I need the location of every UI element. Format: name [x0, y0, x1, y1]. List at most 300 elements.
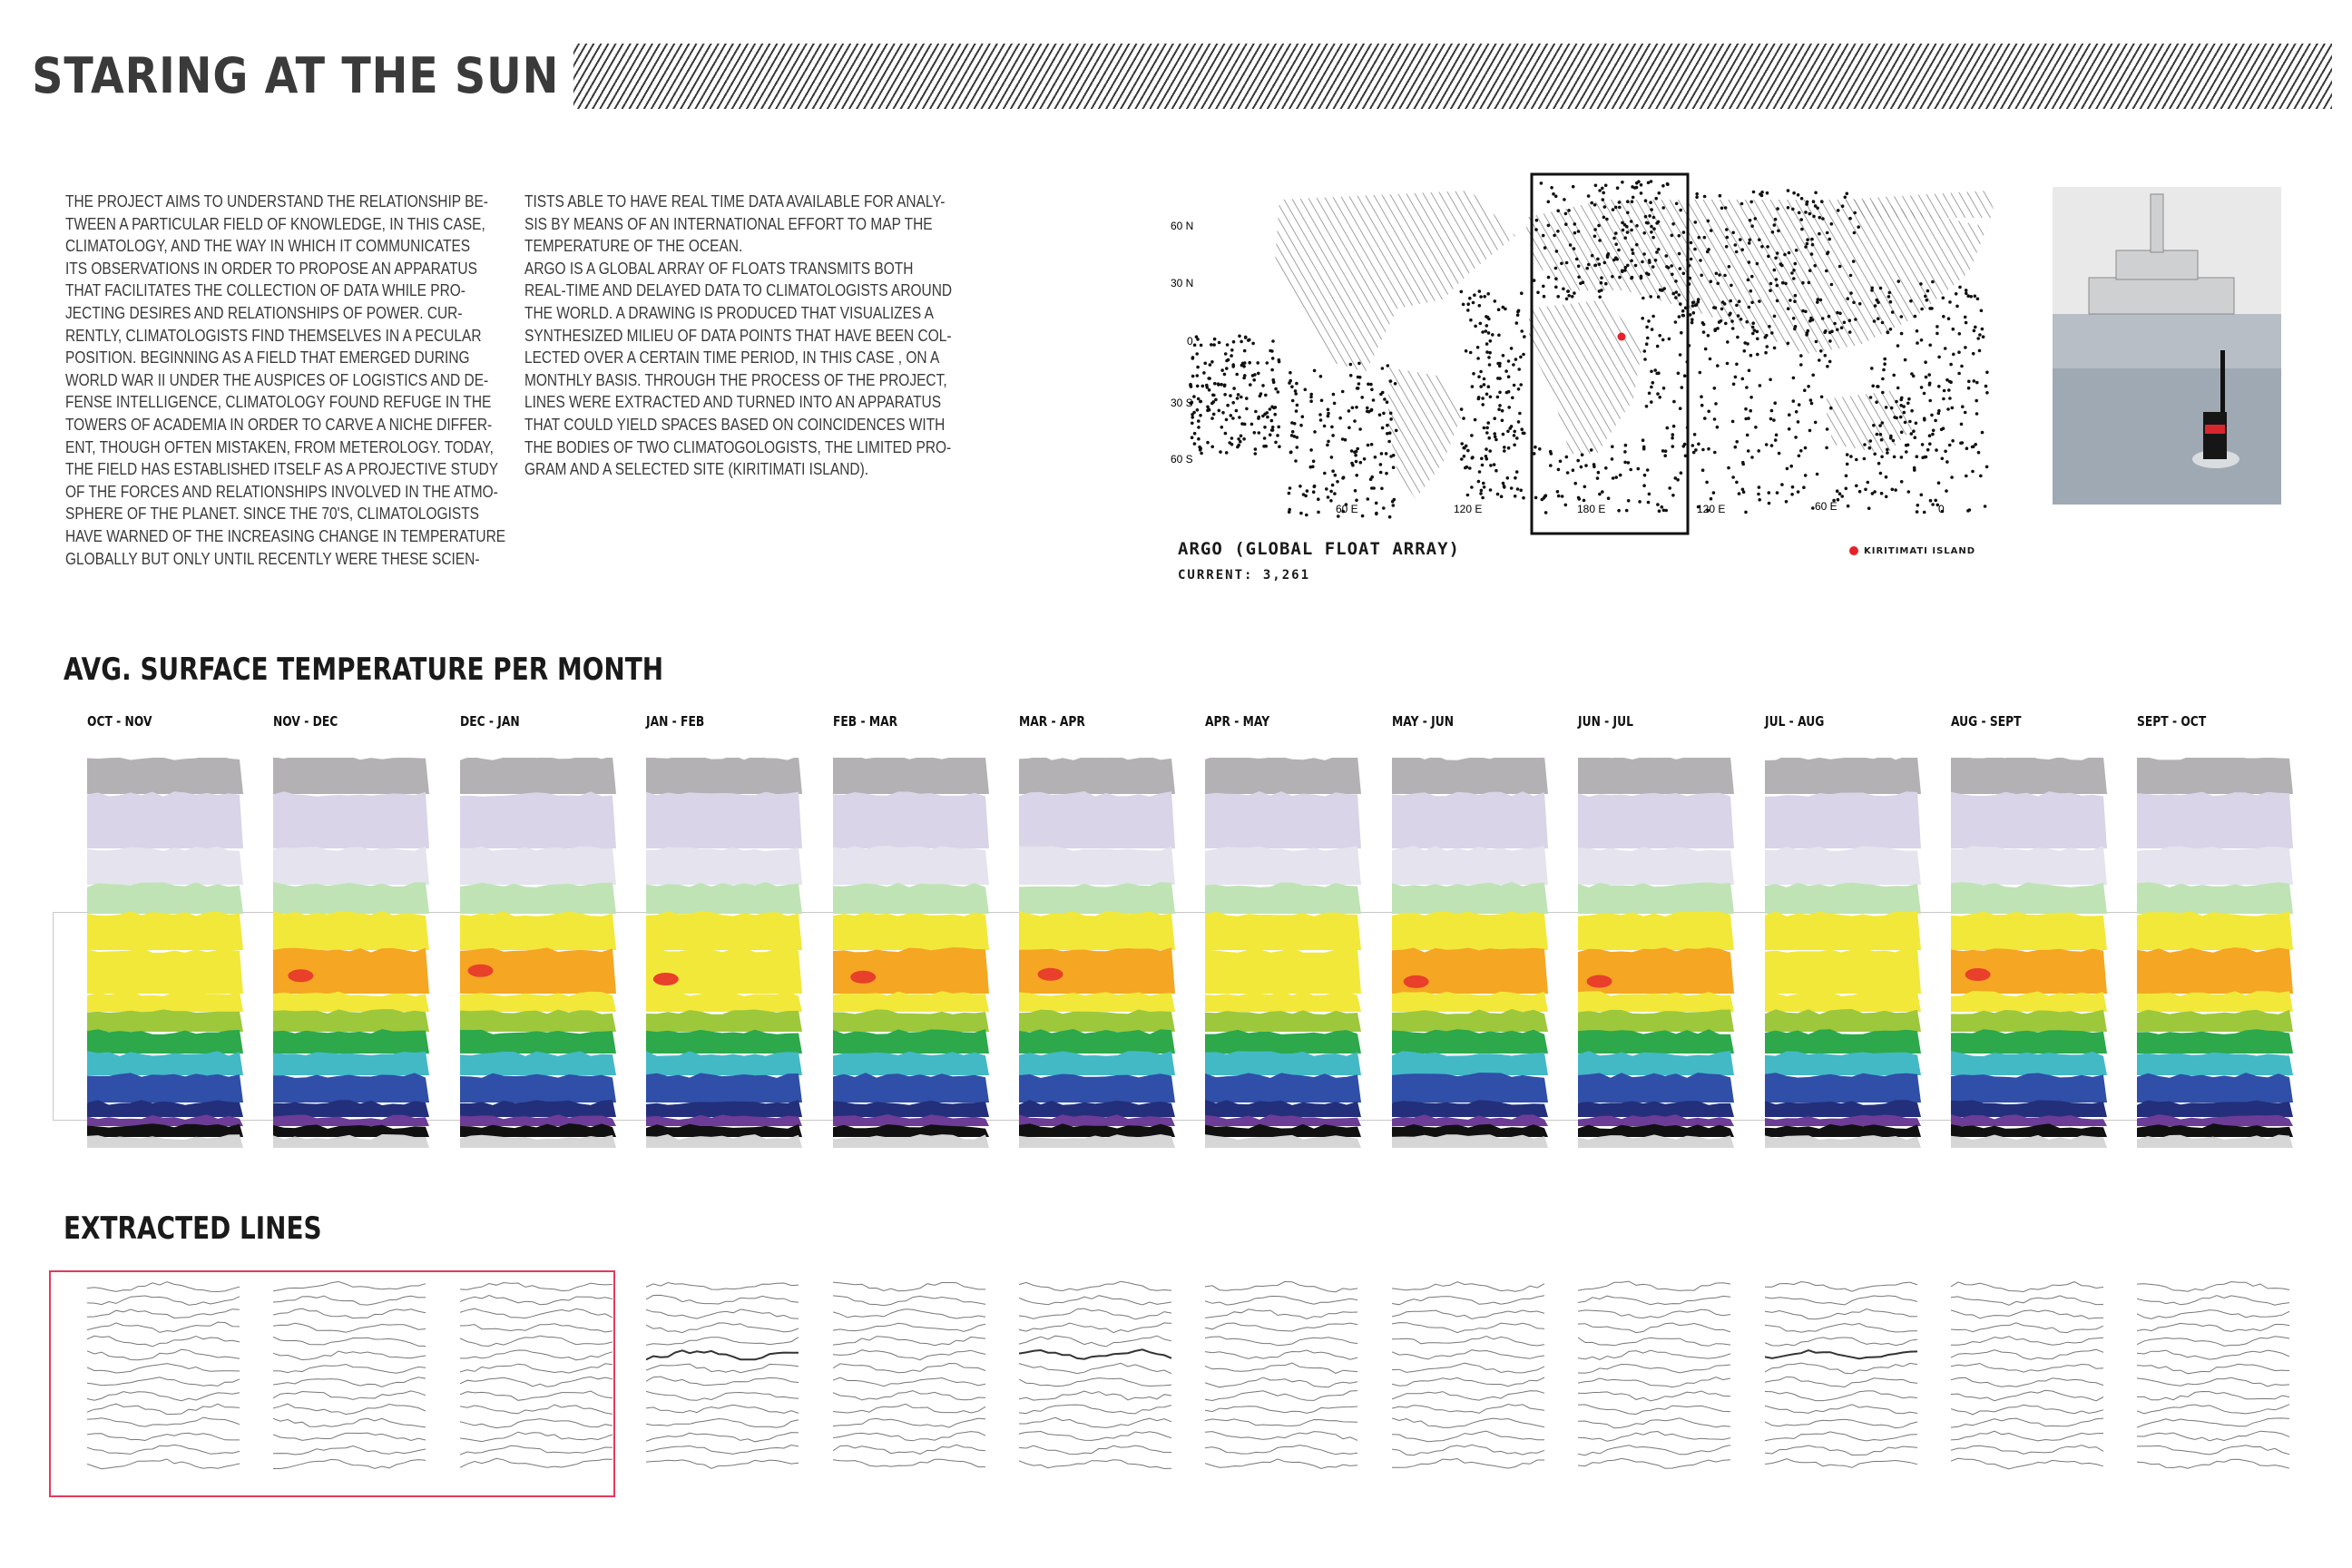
float-dot	[1479, 295, 1483, 299]
float-dot	[1977, 451, 1981, 455]
contour-line	[1951, 1349, 2103, 1359]
float-dot	[1370, 408, 1374, 412]
float-dot	[1274, 387, 1278, 391]
float-dot	[1936, 325, 1939, 328]
float-dot	[1928, 383, 1932, 387]
float-dot	[1191, 375, 1195, 378]
float-dot	[1751, 321, 1755, 325]
float-dot	[1658, 334, 1661, 338]
contour-line	[1205, 1419, 1357, 1426]
float-dot	[1627, 461, 1631, 465]
float-dot	[1820, 396, 1824, 399]
float-dot	[1985, 391, 1989, 395]
float-dot	[1648, 214, 1651, 218]
float-dot	[1818, 358, 1821, 362]
float-dot	[1507, 375, 1511, 378]
float-dot	[1309, 448, 1313, 452]
float-dot	[1878, 424, 1882, 427]
float-dot	[1596, 476, 1600, 480]
float-dot	[1333, 492, 1337, 495]
temperature-band	[1578, 883, 1734, 915]
float-dot	[1223, 385, 1227, 388]
float-dot	[1794, 294, 1798, 298]
month-label: MAR - APR	[1019, 713, 1085, 730]
contour-line	[87, 1392, 240, 1401]
float-dot	[1951, 439, 1955, 443]
float-dot	[1776, 207, 1779, 211]
float-dot	[1652, 216, 1656, 220]
float-dot	[1618, 276, 1622, 279]
float-dot	[1692, 451, 1696, 455]
float-dot	[1556, 230, 1560, 233]
float-dot	[1745, 320, 1749, 324]
temperature-band	[87, 1009, 243, 1032]
float-dot	[1349, 363, 1353, 367]
float-dot	[1806, 242, 1809, 246]
float-dot	[1614, 242, 1618, 246]
float-dot	[1981, 431, 1984, 435]
temperature-panel	[646, 758, 802, 1148]
float-dot	[1967, 380, 1971, 384]
float-dot	[1208, 377, 1211, 380]
float-dot	[1778, 452, 1781, 456]
float-dot	[1785, 500, 1788, 504]
float-dot	[1744, 407, 1748, 411]
float-dot	[1974, 295, 1977, 299]
float-dot	[1542, 285, 1545, 289]
float-dot	[1735, 304, 1739, 308]
float-dot	[1487, 436, 1491, 440]
float-dot	[1242, 377, 1246, 380]
float-dot	[1716, 282, 1720, 286]
float-dot	[1729, 299, 1732, 303]
contour-line	[273, 1308, 426, 1318]
float-dot	[1572, 468, 1575, 472]
float-dot	[1493, 416, 1496, 420]
contour-line	[1951, 1310, 2103, 1318]
float-dot	[1218, 409, 1221, 413]
float-dot	[1191, 436, 1194, 439]
float-dot	[1662, 387, 1666, 390]
float-dot	[1716, 364, 1720, 368]
contour-line	[1019, 1308, 1171, 1319]
float-dot	[1891, 488, 1895, 492]
float-dot	[1701, 321, 1705, 325]
float-dot	[1791, 485, 1795, 489]
float-dot	[1900, 456, 1904, 459]
float-dot	[1833, 322, 1837, 326]
float-dot	[1847, 505, 1850, 508]
float-dot	[1598, 239, 1602, 242]
float-dot	[1758, 485, 1761, 489]
contour-line	[1019, 1446, 1171, 1455]
float-dot	[1656, 392, 1660, 396]
temperature-band	[273, 1073, 429, 1103]
temperature-band	[1951, 1029, 2107, 1054]
extracted-lines-panel	[1019, 1279, 1175, 1486]
float-dot	[1471, 385, 1475, 388]
float-dot	[1804, 446, 1808, 450]
float-dot	[1774, 257, 1778, 260]
float-dot	[1982, 335, 1985, 338]
float-dot	[1510, 486, 1514, 490]
float-dot	[1481, 496, 1485, 500]
temperature-band	[1951, 791, 2107, 848]
float-dot	[1767, 255, 1770, 259]
float-dot	[1214, 398, 1218, 402]
contour-line	[1578, 1418, 1730, 1428]
temperature-band	[1951, 1073, 2107, 1103]
float-dot	[1479, 370, 1483, 374]
temperature-band	[1205, 1100, 1361, 1117]
float-dot	[1630, 220, 1633, 223]
float-dot	[1606, 254, 1610, 258]
float-dot	[1632, 196, 1635, 200]
float-dot	[1816, 473, 1819, 476]
float-dot	[1593, 228, 1597, 231]
float-dot	[1784, 282, 1788, 286]
float-dot	[1651, 265, 1655, 269]
float-dot	[1493, 432, 1496, 436]
contour-line	[273, 1404, 426, 1414]
float-dot	[1916, 341, 1919, 345]
float-dot	[1645, 271, 1649, 275]
float-dot	[1698, 236, 1701, 240]
float-dot	[1481, 397, 1485, 400]
float-dot	[1232, 387, 1236, 390]
float-dot	[1594, 184, 1598, 188]
contour-line	[1019, 1417, 1171, 1427]
float-dot	[1553, 234, 1556, 238]
float-dot	[1623, 236, 1627, 240]
float-dot	[1894, 488, 1897, 492]
float-dot	[1965, 321, 1968, 325]
temperature-band	[2137, 991, 2293, 1012]
contour-line	[460, 1364, 612, 1373]
float-dot	[1843, 321, 1847, 325]
float-dot	[1543, 295, 1546, 299]
temperature-band	[2137, 846, 2293, 885]
float-dot	[1934, 419, 1937, 423]
float-dot	[1564, 212, 1568, 216]
float-dot	[1769, 378, 1772, 382]
float-dot	[1304, 495, 1308, 498]
float-dot	[1242, 365, 1246, 368]
float-dot	[1824, 354, 1828, 358]
extracted-lines-heading: EXTRACTED LINES	[64, 1210, 322, 1247]
float-dot	[1889, 328, 1893, 331]
float-dot	[1864, 488, 1867, 492]
float-dot	[1510, 347, 1514, 350]
float-dot	[1727, 466, 1730, 470]
float-dot	[1924, 295, 1927, 299]
temperature-band	[273, 791, 429, 848]
float-dot	[1592, 463, 1596, 466]
lat-label-60n: 60 N	[1171, 220, 1194, 232]
float-dot	[1877, 462, 1881, 466]
float-dot	[1631, 200, 1634, 203]
float-dot	[1740, 202, 1744, 206]
float-dot	[1502, 433, 1505, 436]
float-dot	[1776, 251, 1779, 255]
float-dot	[1254, 447, 1258, 451]
contour-line	[1205, 1391, 1357, 1401]
float-dot	[1626, 264, 1630, 268]
float-dot	[1516, 313, 1520, 317]
float-dot	[1743, 341, 1747, 345]
float-dot	[1603, 205, 1607, 209]
float-dot	[1635, 181, 1639, 185]
float-dot	[1806, 201, 1809, 204]
float-dot	[1944, 347, 1947, 350]
float-dot	[1740, 318, 1743, 321]
float-dot	[1908, 420, 1912, 424]
float-dot	[1370, 388, 1374, 392]
float-dot	[1880, 492, 1884, 495]
float-dot	[1361, 514, 1365, 518]
float-dot	[1590, 201, 1593, 205]
float-dot	[1522, 432, 1525, 436]
float-dot	[1945, 489, 1948, 493]
float-dot	[1944, 450, 1947, 454]
float-dot	[1855, 458, 1858, 462]
contour-line	[833, 1296, 985, 1306]
contour-line	[1019, 1281, 1171, 1290]
float-dot	[1825, 270, 1828, 273]
float-dot	[1240, 435, 1243, 438]
float-dot	[1975, 399, 1978, 403]
float-dot	[1612, 237, 1616, 240]
float-dot	[1976, 337, 1980, 340]
float-dot	[1573, 291, 1576, 295]
float-dot	[1793, 328, 1797, 331]
extracted-lines-panel	[2137, 1279, 2293, 1486]
float-dot	[1367, 497, 1370, 501]
float-dot	[1575, 258, 1579, 261]
float-dot	[1744, 417, 1748, 421]
temperature-band	[1205, 991, 1361, 1012]
float-dot	[1736, 336, 1740, 339]
contour-line	[1765, 1363, 1917, 1374]
float-dot	[1197, 397, 1200, 401]
float-dot	[1931, 503, 1935, 506]
float-dot	[1650, 225, 1653, 229]
float-dot	[1757, 493, 1760, 496]
float-dot	[1236, 446, 1240, 449]
float-dot	[1821, 217, 1825, 220]
float-dot	[1555, 250, 1559, 253]
float-dot	[1855, 485, 1858, 488]
float-dot	[1515, 321, 1519, 325]
float-dot	[1920, 308, 1924, 311]
contour-line	[2137, 1282, 2289, 1292]
float-dot	[1942, 397, 1945, 401]
float-dot	[1848, 330, 1852, 334]
float-dot	[1969, 295, 1973, 299]
float-dot	[1534, 496, 1538, 500]
float-dot	[1556, 490, 1560, 494]
float-dot	[1759, 384, 1762, 387]
float-dot	[1612, 259, 1616, 262]
float-dot	[1900, 480, 1904, 484]
float-dot	[1482, 482, 1485, 485]
float-dot	[1726, 340, 1730, 344]
float-dot	[1354, 489, 1357, 493]
contour-line	[2137, 1296, 2289, 1306]
contour-line	[1765, 1296, 1917, 1305]
float-dot	[1921, 443, 1925, 446]
float-dot	[1836, 311, 1839, 315]
float-dot	[1554, 277, 1558, 280]
float-dot	[1825, 446, 1828, 450]
float-dot	[1726, 362, 1730, 366]
float-dot	[1896, 387, 1900, 390]
temperature-band	[273, 1009, 429, 1032]
float-dot	[1478, 289, 1482, 293]
float-dot	[1758, 498, 1761, 502]
float-dot	[1312, 490, 1316, 494]
float-dot	[1225, 451, 1229, 455]
contour-line	[1019, 1363, 1171, 1373]
temperature-band	[1578, 1029, 1734, 1054]
float-dot	[1804, 245, 1808, 249]
temperature-band	[833, 846, 989, 885]
float-dot	[1479, 385, 1483, 388]
temperature-band	[1765, 791, 1921, 848]
float-dot	[1619, 474, 1622, 477]
float-dot	[1212, 413, 1216, 416]
temperature-band	[1765, 883, 1921, 914]
contour-line	[1578, 1365, 1730, 1374]
float-dot	[1210, 416, 1214, 420]
float-dot	[1597, 224, 1601, 228]
float-dot	[1720, 207, 1724, 211]
float-dot	[1680, 331, 1683, 335]
temperature-band	[646, 911, 802, 950]
float-dot	[1358, 427, 1362, 431]
float-dot	[1213, 338, 1217, 341]
float-dot	[1671, 445, 1675, 448]
float-dot	[1291, 399, 1295, 403]
float-dot	[1966, 509, 1970, 513]
float-dot	[1756, 262, 1759, 266]
contour-line	[87, 1296, 240, 1305]
temperature-band	[1765, 911, 1921, 950]
float-dot	[1811, 374, 1815, 377]
float-dot	[1725, 245, 1729, 249]
float-dot	[1776, 491, 1779, 495]
contour-line	[646, 1350, 799, 1359]
temperature-band	[1765, 991, 1921, 1012]
float-dot	[1544, 246, 1547, 250]
float-dot	[1501, 419, 1504, 423]
float-dot	[1496, 493, 1500, 496]
float-dot	[1774, 438, 1778, 442]
float-dot	[1739, 238, 1742, 241]
float-dot	[1678, 315, 1681, 318]
contour-line	[460, 1296, 612, 1305]
extracted-lines-panel	[1578, 1279, 1734, 1486]
float-dot	[1296, 404, 1299, 407]
float-dot	[1814, 191, 1818, 195]
float-dot	[1517, 368, 1521, 371]
float-dot	[1510, 425, 1514, 428]
float-dot	[1263, 436, 1267, 440]
float-dot	[1192, 411, 1196, 415]
intro-column-2: TISTS ABLE TO HAVE REAL TIME DATA AVAILABLE FOR ANALY- SIS BY MEANS OF AN INTERNATIONAL EFFORT TO MAP THE TEMPERATURE OF THE OCEAN. ARGO IS A GLOBAL ARRAY OF FLOATS TRANSMITS BOTH REAL-TIME AND DELAYED DATA TO CLIMATOLOGISTS AROUND THE WORLD. A DRAWING IS PRODUCED THAT VISUALIZES A SYNTHESIZED MILIEU OF DATA POINTS THAT HAVE BEEN COL- LECTED OVER A CERTAIN TIME PERIOD, IN THIS CASE , ON A MONTHLY BASIS. THROUGH THE PROCESS OF THE PROJECT, LINES WERE EXTRACTED AND TURNED INTO AN APPARATUS THAT COULD YIELD SPACES BASED ON COINCIDENCES WITH THE BODIES OF TWO CLIMATOGOLOGISTS, THE LIMITED PRO- GRAM AND A SELECTED SITE (KIRITIMATI ISLAND).	[524, 192, 953, 479]
float-dot	[1926, 289, 1930, 293]
float-dot	[1682, 230, 1686, 234]
float-dot	[1819, 349, 1823, 353]
float-dot	[1552, 192, 1555, 196]
contour-line	[646, 1460, 799, 1468]
temperature-band	[646, 792, 802, 848]
float-dot	[1237, 393, 1240, 397]
month-label: FEB - MAR	[832, 713, 897, 730]
float-dot	[1788, 299, 1792, 302]
float-dot	[1705, 481, 1709, 485]
float-dot	[1775, 278, 1779, 281]
float-dot	[1487, 385, 1491, 388]
float-dot	[1559, 460, 1563, 464]
extracted-lines-panel	[1765, 1279, 1921, 1486]
float-dot	[1388, 431, 1392, 435]
float-dot	[1305, 514, 1308, 517]
float-dot	[1289, 486, 1292, 490]
contour-line	[1951, 1296, 2103, 1305]
float-dot	[1826, 231, 1829, 235]
float-dot	[1465, 466, 1469, 469]
float-dot	[1863, 457, 1867, 461]
contour-line	[833, 1350, 985, 1360]
float-dot	[1697, 298, 1700, 301]
float-dot	[1296, 446, 1299, 449]
float-dot	[1561, 495, 1564, 498]
float-dot	[1256, 361, 1259, 365]
float-dot	[1695, 192, 1699, 196]
float-dot	[1270, 368, 1274, 372]
float-dot	[1749, 396, 1753, 399]
float-dot	[1640, 183, 1643, 187]
float-dot	[1502, 354, 1505, 358]
float-dot	[1485, 350, 1489, 354]
contour-line	[1578, 1458, 1730, 1468]
float-dot	[1202, 371, 1206, 375]
contour-line	[1019, 1349, 1171, 1358]
float-dot	[1919, 282, 1923, 286]
contour-line	[1392, 1350, 1544, 1359]
float-dot	[1949, 363, 1953, 367]
float-dot	[1556, 295, 1560, 299]
float-dot	[1852, 301, 1856, 305]
contour-line	[1392, 1282, 1544, 1292]
float-dot	[1910, 432, 1914, 436]
float-dot	[1191, 357, 1195, 360]
float-dot	[1541, 498, 1544, 502]
float-dot	[1225, 367, 1229, 370]
float-dot	[1329, 490, 1333, 494]
float-dot	[1948, 397, 1952, 400]
float-dot	[1852, 260, 1856, 263]
temperature-band	[2137, 792, 2293, 848]
float-dot	[1603, 261, 1607, 265]
float-dot	[1645, 342, 1649, 346]
float-dot	[1564, 222, 1568, 226]
contour-line	[833, 1323, 985, 1331]
float-dot	[1370, 475, 1374, 479]
float-dot	[1891, 310, 1895, 314]
contour-line	[460, 1446, 612, 1455]
